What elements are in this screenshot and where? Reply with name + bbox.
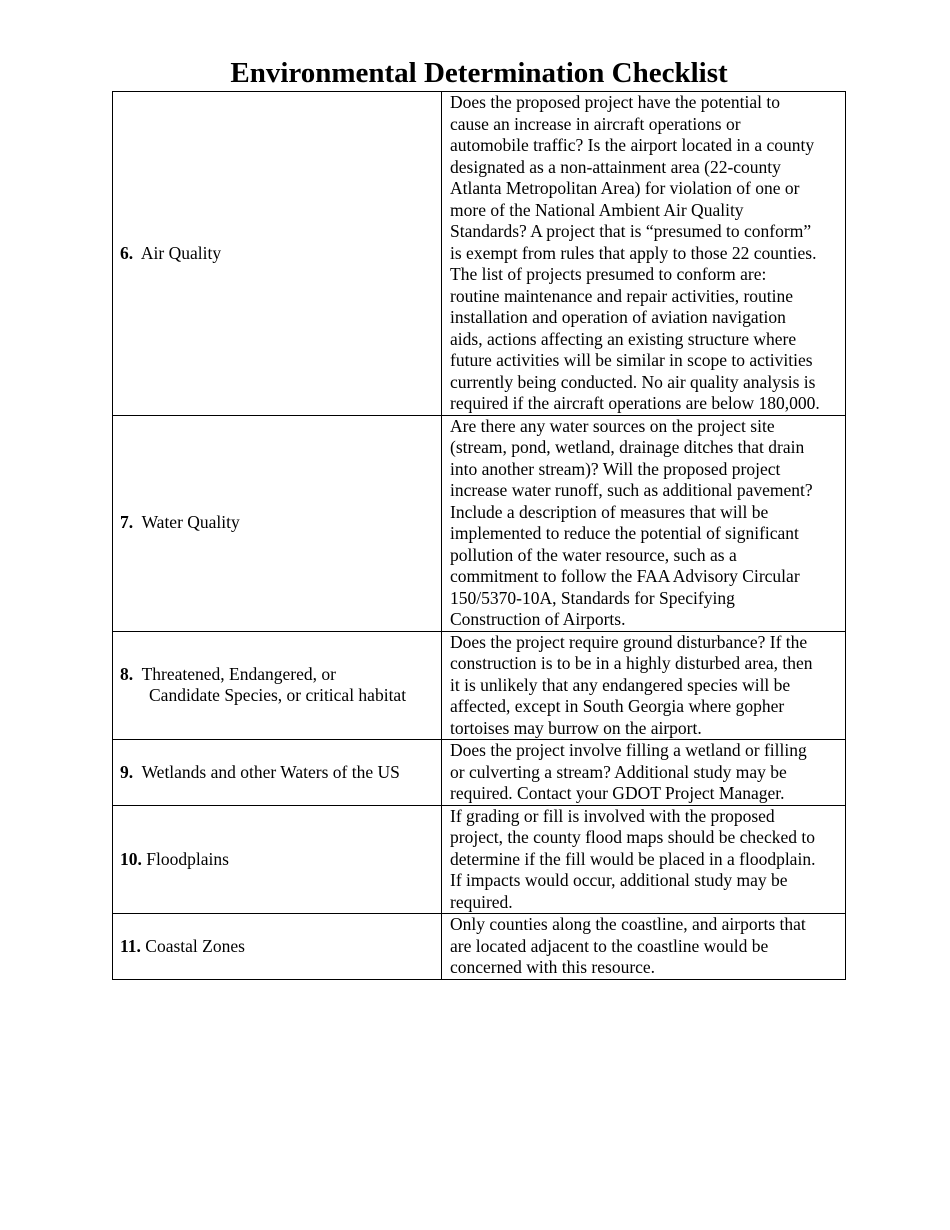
description-cell: [442, 740, 846, 806]
topic-number: 7.: [120, 512, 134, 533]
topic-cell: [113, 631, 442, 740]
topic-cell: [113, 805, 442, 914]
checklist-row-wetlands: [113, 740, 846, 806]
topic-number: 8.: [120, 663, 134, 684]
checklist-row-coastal-zones: [113, 914, 846, 980]
topic-line: [120, 762, 441, 784]
description-line: concerned with this resource.: [450, 957, 656, 977]
description-line: required.: [450, 891, 513, 912]
topic-number: 11.: [120, 935, 141, 956]
description-line: Construction of Airports.: [450, 609, 626, 629]
description-line: designated as a non-attainment area (22-county: [450, 156, 781, 177]
description-line: The list of projects presumed to conform are:: [450, 264, 767, 284]
description-line: 150/5370-10A, Standards for Specifying: [450, 587, 735, 608]
topic-label: Threatened, Endangered, or: [141, 663, 336, 684]
description-line: Does the project involve filling a wetland or filling: [450, 740, 807, 760]
description-line: automobile traffic? Is the airport located in a county: [450, 135, 815, 155]
description-line: Atlanta Metropolitan Area) for violation of one or: [450, 178, 800, 198]
description-line: future activities will be similar in scope to activities: [450, 350, 813, 370]
description-line: Are there any water sources on the project site: [450, 415, 775, 436]
description-line: If impacts would occur, additional study may be: [450, 870, 788, 890]
description-line: currently being conducted. No air quality analysis is: [450, 371, 816, 392]
description-cell: [442, 415, 846, 631]
description-line: cause an increase in aircraft operations or: [450, 113, 741, 134]
checklist-row-air-quality: [113, 92, 846, 416]
topic-cell: [113, 92, 442, 416]
checklist-row-floodplains: [113, 805, 846, 914]
description-line: into another stream)? Will the proposed project: [450, 458, 781, 479]
topic-label: Coastal Zones: [145, 935, 245, 956]
description-line: required if the aircraft operations are below 180,000.: [450, 393, 820, 413]
description-cell: [442, 805, 846, 914]
page-title: Environmental Determination Checklist: [230, 57, 728, 89]
description-line: increase water runoff, such as additional pavement?: [450, 480, 813, 500]
topic-label: Floodplains: [146, 848, 229, 869]
description-line: construction is to be in a highly disturbed area, then: [450, 653, 813, 673]
description-cell: [442, 631, 846, 740]
description-line: If grading or fill is involved with the proposed: [450, 805, 775, 826]
description-line: project, the county flood maps should be checked to: [450, 827, 815, 847]
description-line: or culverting a stream? Additional study may be: [450, 761, 787, 782]
topic-cell: [113, 914, 442, 980]
description-line: tortoises may burrow on the airport.: [450, 717, 702, 738]
description-line: commitment to follow the FAA Advisory Circular: [450, 566, 800, 586]
description-line: affected, except in South Georgia where gopher: [450, 696, 785, 716]
description-line: Does the project require ground disturbance? If the: [450, 631, 808, 652]
topic-label: Wetlands and other Waters of the US: [141, 761, 400, 782]
description-line: routine maintenance and repair activities, routine: [450, 285, 794, 306]
checklist-table: [112, 91, 846, 980]
description-line: implemented to reduce the potential of significant: [450, 523, 799, 543]
description-line: Include a description of measures that will be: [450, 501, 769, 522]
checklist-row-endangered-species: [113, 631, 846, 740]
description-line: (stream, pond, wetland, drainage ditches that drain: [450, 437, 805, 457]
description-line: Standards? A project that is “presumed to conform”: [450, 221, 812, 241]
description-line: aids, actions affecting an existing structure where: [450, 328, 797, 349]
topic-label: Water Quality: [141, 512, 240, 533]
topic-label: Air Quality: [140, 242, 222, 263]
topic-number: 10.: [120, 848, 142, 869]
topic-line: [120, 512, 441, 534]
description-line: required. Contact your GDOT Project Manager.: [450, 783, 785, 803]
topic-line: [120, 243, 441, 265]
description-cell: [442, 914, 846, 980]
description-line: more of the National Ambient Air Quality: [450, 199, 744, 220]
description-line: Does the proposed project have the potential to: [450, 92, 780, 112]
description-line: is exempt from rules that apply to those 22 counties.: [450, 242, 817, 263]
description-line: are located adjacent to the coastline would be: [450, 935, 769, 956]
description-cell: [442, 92, 846, 416]
description-line: determine if the fill would be placed in a floodplain.: [450, 848, 816, 869]
topic-number: 6.: [120, 242, 134, 263]
topic-cell: [113, 415, 442, 631]
topic-line: [120, 849, 441, 871]
checklist-row-water-quality: [113, 415, 846, 631]
topic-label-continued: Candidate Species, or critical habitat: [149, 685, 407, 706]
description-line: installation and operation of aviation navigation: [450, 307, 786, 327]
topic-number: 9.: [120, 761, 134, 782]
topic-line: [120, 936, 441, 958]
description-line: pollution of the water resource, such as a: [450, 544, 737, 565]
description-line: Only counties along the coastline, and airports that: [450, 914, 806, 934]
topic-cell: [113, 740, 442, 806]
description-line: it is unlikely that any endangered species will be: [450, 674, 791, 695]
topic-line: [120, 664, 441, 686]
